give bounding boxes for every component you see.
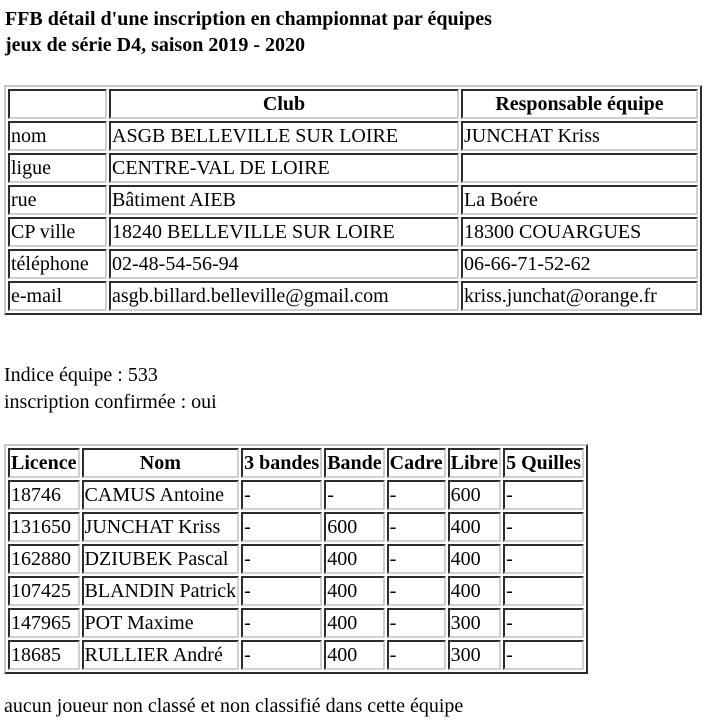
responsable-value: 18300 COUARGUES [461, 217, 698, 247]
table-row [8, 576, 584, 606]
player-libre-cell: 400 [448, 544, 501, 574]
player-libre-cell: 300 [448, 640, 501, 670]
player-libre-cell: 300 [448, 608, 501, 638]
player-licence-cell: 18685 [8, 640, 80, 670]
player-3-bandes-cell: - [241, 576, 322, 606]
table-row [8, 512, 584, 542]
title-line-2: jeux de série D4, saison 2019 - 2020 [5, 34, 305, 56]
responsable-value: La Boére [461, 185, 698, 215]
club-value: ASGB BELLEVILLE SUR LOIRE [109, 121, 459, 151]
player-cadre-cell: - [387, 544, 446, 574]
player-3-bandes-cell: - [241, 640, 322, 670]
player-3-bandes-cell: - [241, 544, 322, 574]
player-licence-cell: 107425 [8, 576, 80, 606]
player-cadre-cell: - [387, 640, 446, 670]
responsable-value [461, 153, 698, 183]
row-label: nom [8, 121, 107, 151]
table-row [8, 544, 584, 574]
club-row-rue [8, 185, 698, 215]
player-nom-cell: BLANDIN Patrick [82, 576, 240, 606]
club-value: asgb.billard.belleville@gmail.com [109, 281, 459, 311]
team-confirmation: inscription confirmée : oui [4, 391, 217, 413]
club-table [4, 85, 702, 315]
players-header-3-bandes: 3 bandes [241, 448, 322, 478]
player-nom-cell: DZIUBEK Pascal [82, 544, 240, 574]
player-bande-cell: 400 [324, 608, 384, 638]
club-value: 02-48-54-56-94 [109, 249, 459, 279]
player-3-bandes-cell: - [241, 512, 322, 542]
table-row [8, 640, 584, 670]
club-row-e-mail [8, 281, 698, 311]
player-5-quilles-cell: - [503, 544, 584, 574]
player-bande-cell: 600 [324, 512, 384, 542]
players-header-bande: Bande [324, 448, 384, 478]
player-5-quilles-cell: - [503, 640, 584, 670]
players-table-header [8, 448, 584, 478]
team-indice: Indice équipe : 533 [4, 364, 158, 386]
player-cadre-cell: - [387, 512, 446, 542]
player-5-quilles-cell: - [503, 608, 584, 638]
players-header-nom: Nom [82, 448, 240, 478]
player-5-quilles-cell: - [503, 576, 584, 606]
players-header-libre: Libre [448, 448, 501, 478]
player-3-bandes-cell: - [241, 608, 322, 638]
club-row-téléphone [8, 249, 698, 279]
club-row-cp-ville [8, 217, 698, 247]
player-bande-cell: 400 [324, 576, 384, 606]
players-table [4, 444, 588, 674]
row-label: CP ville [8, 217, 107, 247]
row-label: rue [8, 185, 107, 215]
club-header-responsable: Responsable équipe [461, 89, 698, 119]
player-nom-cell: POT Maxime [82, 608, 240, 638]
players-header-cadre: Cadre [387, 448, 446, 478]
player-3-bandes-cell: - [241, 480, 322, 510]
player-libre-cell: 400 [448, 512, 501, 542]
club-row-nom [8, 121, 698, 151]
page-title [5, 6, 492, 58]
row-label: e-mail [8, 281, 107, 311]
responsable-value: JUNCHAT Kriss [461, 121, 698, 151]
player-nom-cell: CAMUS Antoine [82, 480, 240, 510]
player-licence-cell: 131650 [8, 512, 80, 542]
row-label: ligue [8, 153, 107, 183]
player-libre-cell: 600 [448, 480, 501, 510]
club-header-club: Club [109, 89, 459, 119]
club-value: Bâtiment AIEB [109, 185, 459, 215]
player-nom-cell: RULLIER André [82, 640, 240, 670]
player-licence-cell: 162880 [8, 544, 80, 574]
player-cadre-cell: - [387, 608, 446, 638]
players-header-licence: Licence [8, 448, 80, 478]
player-nom-cell: JUNCHAT Kriss [82, 512, 240, 542]
club-row-ligue [8, 153, 698, 183]
table-row [8, 608, 584, 638]
players-header-5-quilles: 5 Quilles [503, 448, 584, 478]
club-table-header [8, 89, 698, 119]
club-value: CENTRE-VAL DE LOIRE [109, 153, 459, 183]
responsable-value: kriss.junchat@orange.fr [461, 281, 698, 311]
title-line-1: FFB détail d'une inscription en championnat par équipes [5, 8, 492, 30]
player-bande-cell: 400 [324, 640, 384, 670]
player-licence-cell: 18746 [8, 480, 80, 510]
club-header-empty [8, 89, 107, 119]
club-value: 18240 BELLEVILLE SUR LOIRE [109, 217, 459, 247]
player-5-quilles-cell: - [503, 512, 584, 542]
responsable-value: 06-66-71-52-62 [461, 249, 698, 279]
player-5-quilles-cell: - [503, 480, 584, 510]
player-bande-cell: - [324, 480, 384, 510]
player-cadre-cell: - [387, 576, 446, 606]
footer-note: aucun joueur non classé et non classifié dans cette équipe [4, 695, 464, 717]
player-cadre-cell: - [387, 480, 446, 510]
player-licence-cell: 147965 [8, 608, 80, 638]
player-bande-cell: 400 [324, 544, 384, 574]
table-row [8, 480, 584, 510]
row-label: téléphone [8, 249, 107, 279]
player-libre-cell: 400 [448, 576, 501, 606]
